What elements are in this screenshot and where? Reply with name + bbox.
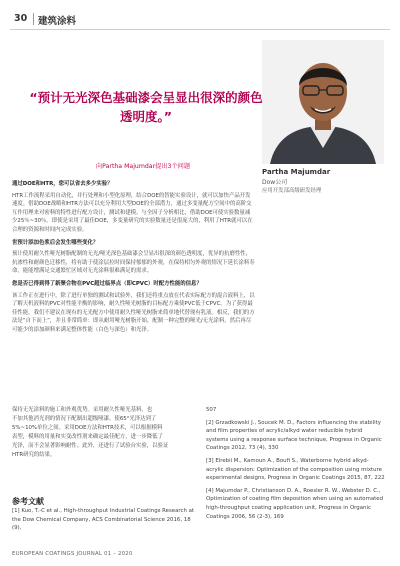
header-divider <box>33 13 34 25</box>
conclusion-line: 表型，模料的用量和实变改性剂来确定最佳配方，进一步降低了 <box>12 434 163 440</box>
answer-3: 该工作正在进行中，除了进行单独的测试和试验外，我们还将重点放在代表实际配方的混合液料上，以了解天机液料的PVC对性能平衡的影响，耐久性哑光树脂的目标配方乘使PVC低于CPVC。为了获得最佳性能，我们不建议在现有的无光配方中使用耐久性哑光树脂来简单地代替现有乳液。相反，我们的方法是“自下而上”，并且非常简单：即从耐用哑光树脂开始，配制一种完整的哑光/无光涂料，然后再尽可能少的添加颜料来满足整体性能（白色与深色）和光泽。 <box>12 292 255 333</box>
question-1: 通过DOE和HTR，您可以省去多少实验？ <box>12 181 113 187</box>
question-3: 您是否已得到得了新聚合物在PVC超过临界点（即CPVC）时配方性能的信息？ <box>12 280 202 287</box>
person-name: Partha Majumdar <box>262 168 331 176</box>
conclusion-line: 光泽，而不会显著影响耐性。此外，还进行了试验台实验，以验证 <box>12 443 169 449</box>
answer-1: HTR工作流程采用自动化，并行处理和小型化原理，结合DOE的智能实验设计，就可以加快产品开发速度。借助DOE战略和HTR方法可以充分利用大型DOE的全部潜力，通过多变量配方空间中的高阶交互作用理来对密料的特性进行配方设计，测试和建模。与全因子分析相比，借助DOE可使实验数量减少25％~30％。即使是采用了最佳DOE，多变量研究的实验数量还是很庞大的，利用了HTR就可以在合理的资源和时间内完成实验。 <box>12 192 253 233</box>
conclusion-line: 5%~10%单位之间。采用DOE方法和HTR技术，可以根据模料 <box>12 425 163 431</box>
conclusion-line: 保持无光涂料的施工和外观优势。采用耐久性哑光基料，也 <box>12 407 153 413</box>
answer-2: 预计使用耐久性哑光树脂配制的无光/哑光深色基础漆会呈显出很深的颜色透明度，优异的抗磨性性，抗渗性和耐颜色迁移性，将有助于使涂层拉时间保持郁郁的外观，在保持相匀外观的情况下延长涂料寿命，能能增满足交通繁忙区域对无光涂料很难满足的需求。 <box>12 251 255 275</box>
person-photo-icon <box>262 40 384 164</box>
journal-footer: EUROPEAN COATINGS JOURNAL 01 – 2020 <box>12 551 133 557</box>
pull-quote-line-2: 透明度。” <box>120 109 172 124</box>
interview-byline: 向Partha Majumdar提出3个问题 <box>95 163 191 170</box>
author-portrait <box>262 40 384 164</box>
reference-item: [1] Kuo, T.-C et al., High-throughput Industrial Coatings Research at the Dow Chemical Company, ACS Combinatorial Science 2016, 18 (9), <box>12 508 194 532</box>
section-title: 建筑涂料 <box>38 16 77 27</box>
person-organization: Dow公司 <box>262 179 288 186</box>
conclusion-line: HTR研究的结果。 <box>12 452 56 458</box>
reference-item: [2] Grzadkowski J., Soucek M. D., Factors influencing the stability and film properties of acrylic/alkyd water reducible hybrid systems using a response surface technique, Progress in Organic Coatings 2012, 73 (4), 330 <box>206 419 382 452</box>
page-number: 30 <box>14 13 28 24</box>
reference-item: [3] Elrebii M., Kamoun A., Boufi S., Waterborne hybrid alkyd-acrylic dispersion: Optimization of the composition using mixture experimental designs, Progress in Organic Coatings 2015, 87, 222 <box>206 457 385 482</box>
reference-item: [4] Majumdar P., Christianson D. A., Roesler R. W., Webster D. C., Optimization of coating film deposition when using an automated high-throughput coating application unit, Progress in Organic Coatings 2006, 56 (2-3), 169 <box>206 487 384 520</box>
reference-item: 507 <box>206 407 217 413</box>
interview-body <box>12 176 255 337</box>
pull-quote <box>26 88 266 126</box>
conclusion-line: 不加其他消光剂的情况下配制出超级哑漆。使65°光泽达到了 <box>12 416 157 422</box>
conclusion-text <box>12 406 198 460</box>
references-heading: 参考文献 <box>12 497 44 506</box>
question-2: 世预计添加色浆后会发生哪些变化？ <box>12 239 99 246</box>
person-title: 应用开发部高级研发经理 <box>262 188 322 194</box>
references-list <box>206 406 386 525</box>
pull-quote-line-1: “预计无光深色基础漆会呈显出很深的颜色 <box>29 90 263 105</box>
